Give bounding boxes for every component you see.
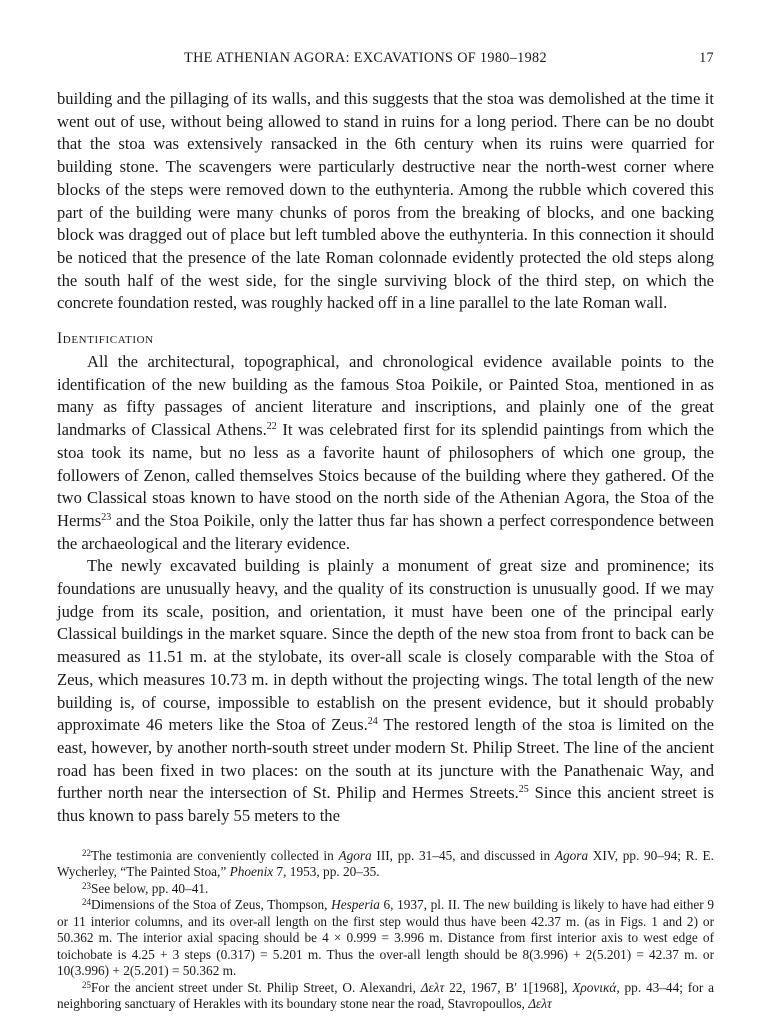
page-number: 17 bbox=[699, 50, 714, 66]
paragraph-text: The newly excavated building is plainly a monument of great size and prominence; its foundations are unusually heavy, and the quality of its construction is unusually good. If we may judge from its scale, position, and orientation, it must have been one of the principal early Classical buildings in the market square. Since the depth of the new stoa from front to back can be measured as 11.51 m. at the stylobate, its over-all scale is closely comparable with the Stoa of Zeus, which measures 10.73 m. in depth without the projecting wings. The total length of the new building is, of course, impossible to establish on the present evidence, but it should probably approximate 46 meters like the Stoa of Zeus. bbox=[57, 556, 714, 735]
footnote-text: For the ancient street under St. Philip Street, O. Alexandri, bbox=[91, 979, 421, 995]
footnote-number: 23 bbox=[82, 880, 91, 891]
body-text bbox=[57, 88, 714, 828]
footnote-number: 25 bbox=[82, 979, 91, 990]
footnote-text: 22, 1967, B′ 1[1968], bbox=[444, 979, 573, 995]
footnote bbox=[57, 848, 714, 881]
footnote-text: XIV, pp. 90–94; R. E. Wycherley, “The Painted Stoa,” bbox=[57, 847, 714, 880]
paragraph-text: Since this ancient street is thus known to pass barely 55 meters to the bbox=[57, 783, 715, 826]
footnote-text: 6, 1937, pl. II. The new building is likely to have had either 9 or 11 interior columns, and its over-all length on the first step would thus have been 42.37 m. (as in Figs. 1 and 2) or 50.362 m. The interior axial spacing should be 4 × 0.999 = 3.996 m. Distance from first interior axis to west edge of toichobate is 4.25 + 3 steps (0.317) = 5.201 m. Thus the over-all length should be 8(3.996) + 2(5.201) = 42.37 m. or 10(3.996) + 2(5.201) = 50.362 m. bbox=[57, 897, 714, 979]
paragraph-text: All the architectural, topographical, and chronological evidence available points to the identification of the new building as the famous Stoa Poikile, or Painted Stoa, mentioned in as many as fifty passages of ancient literature and inscriptions, and plainly one of the great landmarks of Classical Athens. bbox=[57, 352, 714, 440]
paragraph-scale bbox=[57, 555, 714, 827]
footnote-text: , pp. 43–44; for a neighboring sanctuary of Herakles with its boundary stone near the road, Stavropoullos, bbox=[57, 979, 714, 1012]
footnotes bbox=[57, 848, 714, 1013]
footnote-italic: Agora bbox=[338, 847, 372, 863]
footnote-italic: Δελτ bbox=[420, 979, 445, 995]
paragraph-text: It was celebrated first for its splendid paintings from which the stoa took its name, but no less as a favorite haunt of philosophers of which one group, the followers of Zenon, called themselves Stoics because of the building where they gathered. Of the two Classical stoas known to have stood on the north side of the Athenian Agora, the Stoa of the Herms bbox=[57, 420, 715, 530]
running-head bbox=[57, 50, 714, 70]
paragraph-text: building and the pillaging of its walls, and this suggests that the stoa was demolished at the time it went out of use, without being allowed to stand in ruins for a long period. There can be no doubt that the stoa was extensively ransacked in the 6th century when its ruins were quarried for building stone. The scavengers were particularly destructive near the north-west corner where blocks of the steps were removed down to the euthynteria. Among the rubble which covered this part of the building were many chunks of poros from the breaking of blocks, and one backing block was dragged out of place but left tumbled above the euthynteria. In this connection it should be noticed that the presence of the late Roman colonnade evidently protected the old steps along the south half of the west side, for the single surviving block of the third step, on which the concrete foundation rested, was roughly hacked off in a line parallel to the late Roman wall. bbox=[57, 89, 714, 313]
section-heading: Identification bbox=[57, 330, 154, 348]
footnote bbox=[57, 897, 714, 980]
footnote-number: 24 bbox=[82, 897, 91, 908]
running-head-title: THE ATHENIAN AGORA: EXCAVATIONS OF 1980–1982 bbox=[184, 50, 547, 66]
paragraph-text: The restored length of the stoa is limited on the east, however, by another north-south street under modern St. Philip Street. The line of the ancient road has been fixed in two places: on the south at its juncture with the Panathenaic Way, and further north near the intersection of St. Philip and Hermes Streets. bbox=[57, 715, 715, 803]
footnote-italic: Phoenix bbox=[229, 864, 274, 880]
footnote-ref[interactable]: 24 bbox=[367, 716, 378, 728]
footnote-italic: Δελτ bbox=[528, 996, 552, 1012]
footnote-ref[interactable]: 25 bbox=[518, 784, 529, 796]
footnote-text: Dimensions of the Stoa of Zeus, Thompson, bbox=[91, 897, 332, 913]
paragraph-identification bbox=[57, 351, 714, 555]
footnote bbox=[57, 881, 714, 898]
footnote-italic: Agora bbox=[554, 847, 589, 863]
footnote-italic: Hesperia bbox=[331, 897, 380, 913]
footnote-text: 7, 1953, pp. 20–35. bbox=[273, 864, 380, 880]
footnote-ref[interactable]: 23 bbox=[101, 511, 112, 523]
footnote-number: 22 bbox=[82, 847, 91, 858]
footnote bbox=[57, 980, 714, 1013]
footnote-text: See below, pp. 40–41. bbox=[91, 880, 209, 896]
paragraph-continuation bbox=[57, 88, 714, 315]
paragraph-text: and the Stoa Poikile, only the latter thus far has shown a perfect correspondence between the archaeological and the literary evidence. bbox=[57, 510, 714, 553]
footnote-ref[interactable]: 22 bbox=[266, 421, 277, 433]
footnote-italic: Χρονικά bbox=[572, 979, 617, 995]
footnote-text: The testimonia are conveniently collected in bbox=[91, 847, 339, 863]
footnote-text: III, pp. 31–45, and discussed in bbox=[371, 847, 555, 863]
page bbox=[57, 50, 714, 1013]
